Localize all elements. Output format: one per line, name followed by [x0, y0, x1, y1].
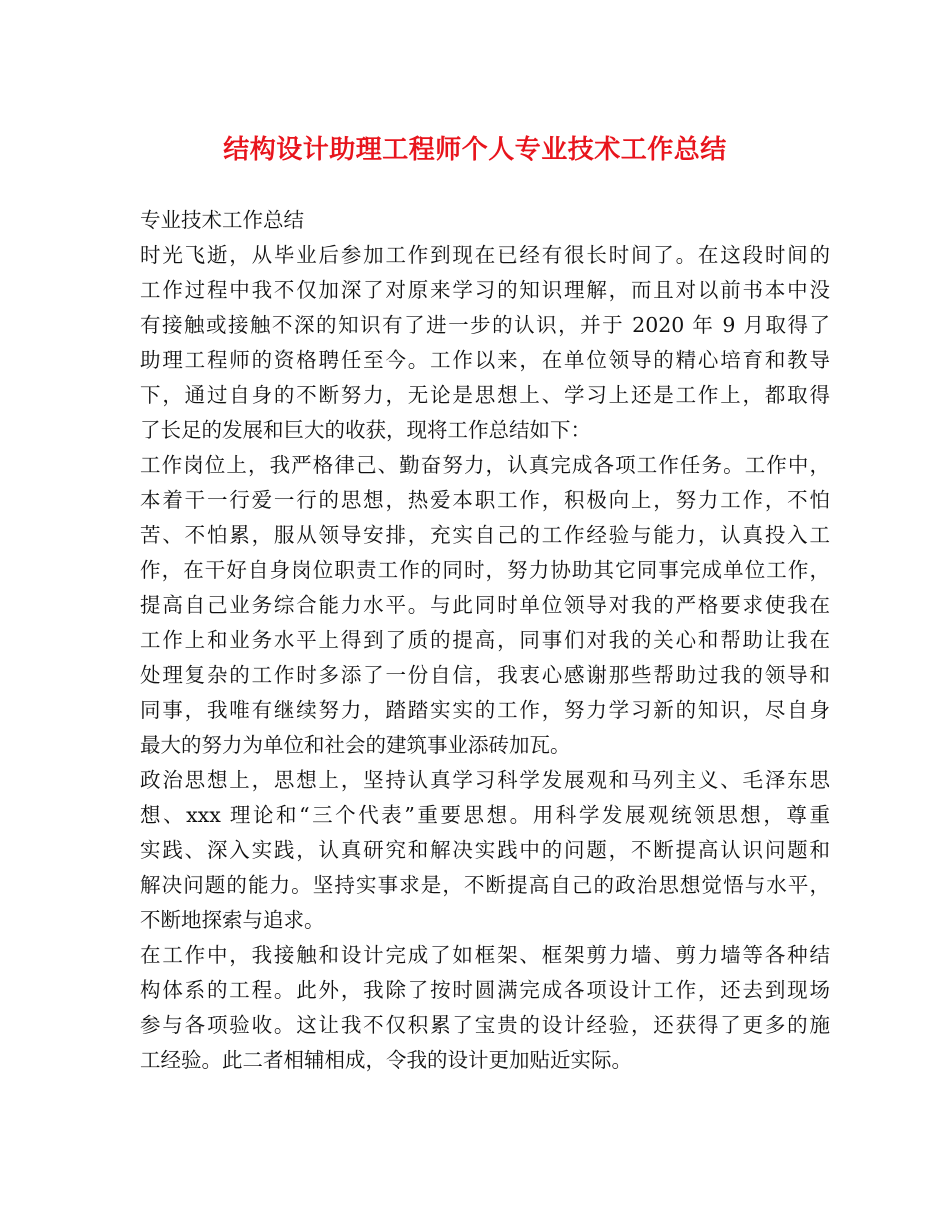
text-line: 解决问题的能力。坚持实事求是，不断提高自己的政治思想觉悟与水平， [140, 873, 830, 897]
text-line: 了长足的发展和巨大的收获，现将工作总结如下： [140, 418, 591, 442]
text-line: 在工作中，我接触和设计完成了如框架、框架剪力墙、剪力墙等各种结 [140, 943, 830, 967]
text-line: 政治思想上，思想上，坚持认真学习科学发展观和马列主义、毛泽东思 [140, 768, 830, 792]
text-line: 最大的努力为单位和社会的建筑事业添砖加瓦。 [140, 733, 571, 757]
text-line: 有接触或接触不深的知识有了进一步的认识，并于 2020 年 9 月取得了 [140, 313, 830, 337]
text-line: 工作过程中我不仅加深了对原来学习的知识理解，而且对以前书本中没 [140, 278, 830, 302]
text-line: 工作岗位上，我严格律己、勤奋努力，认真完成各项工作任务。工作中， [140, 453, 830, 477]
text-line: 苦、不怕累，服从领导安排，充实自己的工作经验与能力，认真投入工 [140, 523, 830, 547]
text-line: 构体系的工程。此外，我除了按时圆满完成各项设计工作，还去到现场 [140, 978, 830, 1002]
text-line: 参与各项验收。这让我不仅积累了宝贵的设计经验，还获得了更多的施 [140, 1013, 830, 1037]
text-line: 处理复杂的工作时多添了一份自信，我衷心感谢那些帮助过我的领导和 [140, 663, 830, 687]
document-body [140, 203, 830, 1078]
text-line: 实践、深入实践，认真研究和解决实践中的问题，不断提高认识问题和 [140, 838, 830, 862]
text-line: 工作上和业务水平上得到了质的提高，同事们对我的关心和帮助让我在 [140, 628, 830, 652]
text-line: 助理工程师的资格聘任至今。工作以来，在单位领导的精心培育和教导 [140, 348, 830, 372]
document-title: 结构设计助理工程师个人专业技术工作总结 [223, 135, 727, 165]
text-line: 时光飞逝，从毕业后参加工作到现在已经有很长时间了。在这段时间的 [140, 243, 830, 267]
text-line: 想、xxx 理论和“三个代表”重要思想。用科学发展观统领思想，尊重 [140, 803, 830, 827]
text-line: 不断地探索与追求。 [140, 908, 325, 932]
text-line: 工经验。此二者相辅相成，令我的设计更加贴近实际。 [140, 1048, 632, 1072]
text-line: 提高自己业务综合能力水平。与此同时单位领导对我的严格要求使我在 [140, 593, 830, 617]
text-line: 专业技术工作总结 [140, 208, 304, 232]
text-line: 作，在干好自身岗位职责工作的同时，努力协助其它同事完成单位工作， [140, 558, 830, 582]
text-line: 同事，我唯有继续努力，踏踏实实的工作，努力学习新的知识，尽自身 [140, 698, 830, 722]
text-line: 下，通过自身的不断努力，无论是思想上、学习上还是工作上，都取得 [140, 383, 830, 407]
text-line: 本着干一行爱一行的思想，热爱本职工作，积极向上，努力工作，不怕 [140, 488, 830, 512]
